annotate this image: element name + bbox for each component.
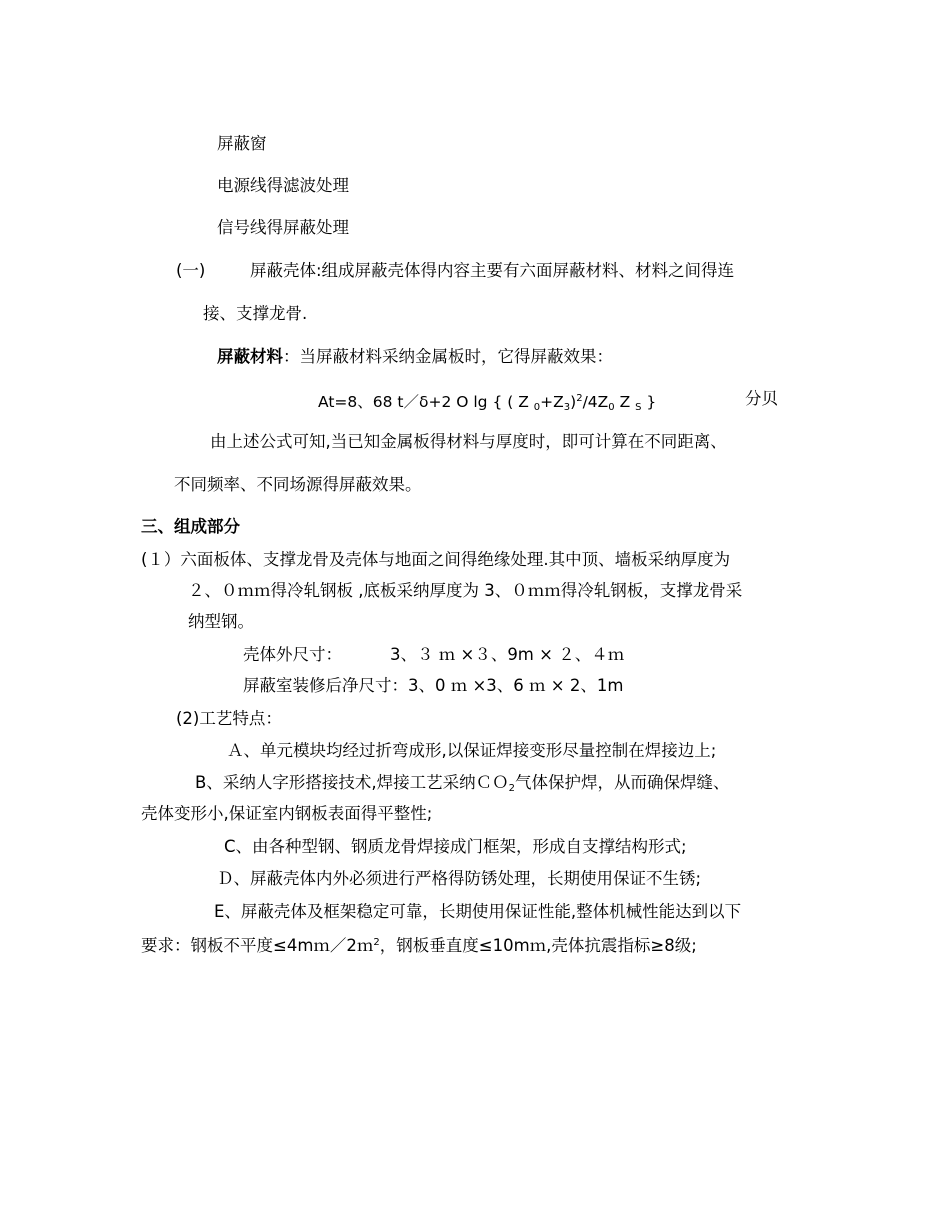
paragraph-line: Ｄ、屏蔽壳体内外必须进行严格得防锈处理，长期使用保证不生锈; — [217, 869, 702, 888]
paragraph-line: E、屏蔽壳体及框架稳定可靠，长期使用保证性能,整体机械性能达到以下 — [214, 902, 742, 921]
formula-unit: 分贝 — [745, 389, 778, 408]
formula: At=8、68 t／δ+2 O lg { ( Z $_0+Z_3)^2/4Z_0$ Z $_S$ } — [318, 393, 657, 413]
paragraph-line: (１）六面板体、支撑龙骨及壳体与地面之间得绝缘处理.其中顶、墙板采纳厚度为 — [141, 550, 731, 569]
list-line-power-filter: 电源线得滤波处理 — [217, 176, 349, 195]
dimension-label: 壳体外尺寸： — [243, 645, 342, 664]
paragraph-line: Ａ、单元模块均经过折弯成形,以保证焊接变形尽量控制在焊接边上; — [227, 741, 717, 760]
paragraph-line: 不同频率、不同场源得屏蔽效果。 — [174, 475, 422, 494]
dimension-value: 3、３ ｍ ×３、9m × ２、４ｍ — [390, 645, 625, 664]
paragraph-line: 壳体变形小,保证室内钢板表面得平整性; — [141, 804, 433, 823]
paragraph-line: 屏蔽材料：当屏蔽材料采纳金属板时，它得屏蔽效果： — [217, 347, 613, 366]
list-line-signal-shield: 信号线得屏蔽处理 — [217, 218, 349, 237]
paragraph-line: 屏蔽壳体:组成屏蔽壳体得内容主要有六面屏蔽材料、材料之间得连 — [250, 261, 735, 280]
subsection-heading: (2)工艺特点： — [176, 709, 282, 728]
paragraph-line: ２、０ｍｍ得冷轧钢板 ,底板采纳厚度为 3、０ｍｍ得冷轧钢板，支撑龙骨采 — [188, 581, 743, 600]
paragraph-line: 接、支撑龙骨. — [203, 304, 308, 323]
paragraph-line: 要求：钢板不平度≤4mｍ／2ｍ$^2$，钢板垂直度≤10mｍ,壳体抗震指标≥8级; — [141, 936, 697, 955]
section-number: (一) — [176, 261, 206, 280]
dimension-line: 屏蔽室装修后净尺寸：3、0 ｍ ×3、6 ｍ × 2、1m — [243, 676, 624, 695]
paragraph-line: C、由各种型钢、钢质龙骨焊接成门框架，形成自支撑结构形式; — [224, 837, 687, 856]
paragraph-line: B、采纳人字形搭接技术,焊接工艺采纳ＣＯ$_2$气体保护焊，从而确保焊缝、 — [195, 773, 730, 794]
paragraph-line: 纳型钢。 — [188, 612, 254, 631]
section-heading: 三、组成部分 — [141, 517, 240, 536]
paragraph-line: 由上述公式可知,当已知金属板得材料与厚度时，即可计算在不同距离、 — [210, 432, 727, 451]
list-line-shielding-window: 屏蔽窗 — [217, 134, 267, 153]
bold-term: 屏蔽材料 — [217, 347, 283, 366]
